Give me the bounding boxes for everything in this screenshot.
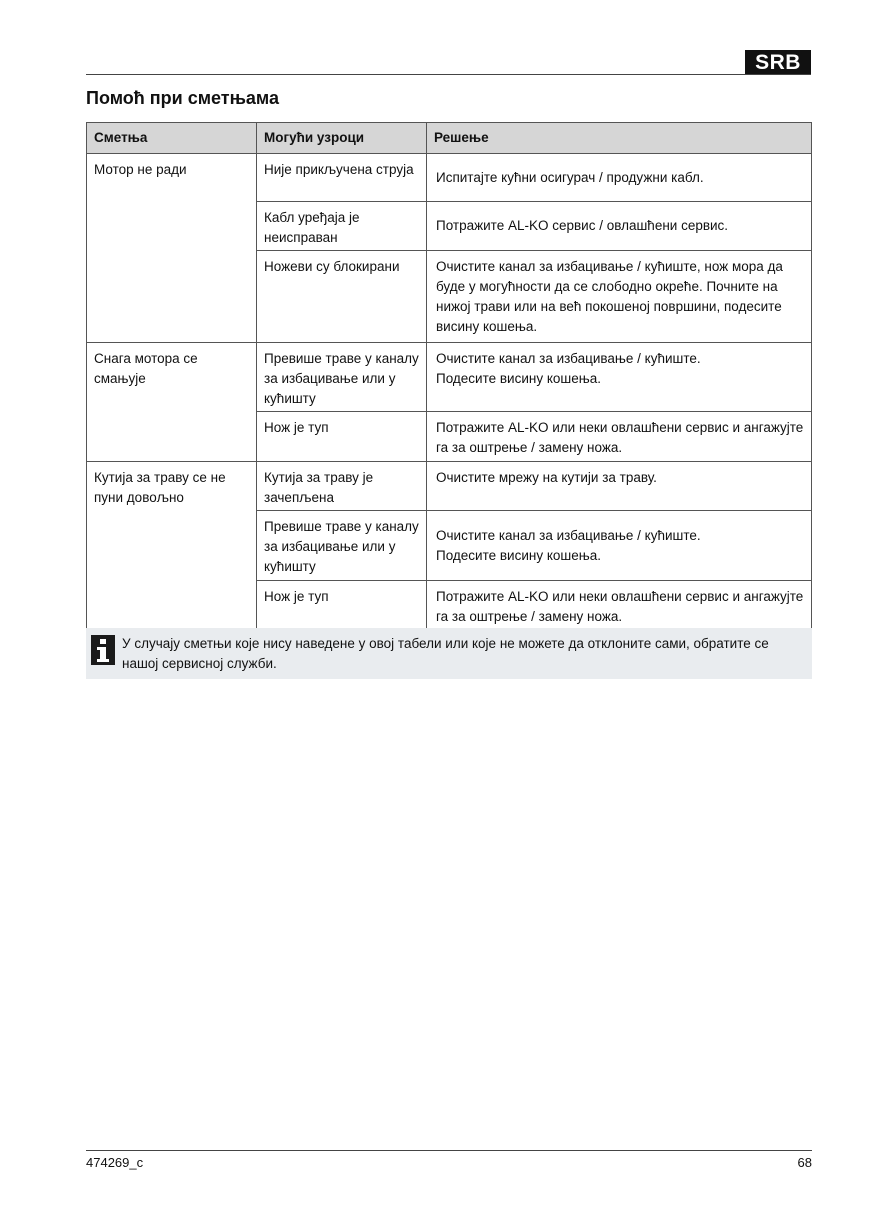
cause-cell: Нож је туп — [257, 412, 427, 462]
solution-line: Подесите висину кошења. — [436, 371, 601, 386]
cause-cell: Превише траве у каналу за избацивање или у кућишту — [257, 343, 427, 412]
fault-cell: Кутија за траву се не пуни довољно — [87, 462, 257, 630]
section-title: Помоћ при сметњама — [86, 88, 280, 108]
cause-cell: Кутија за траву је зачепљена — [257, 462, 427, 511]
table-header-row — [87, 123, 812, 154]
column-header-cause: Могући узроци — [257, 123, 427, 154]
header-divider — [86, 74, 811, 75]
page-number: 68 — [797, 1155, 812, 1170]
solution-line: Очистите канал за избацивање / кућиште. — [436, 527, 701, 543]
solution-line: Очистите канал за избацивање / кућиште. — [436, 351, 701, 366]
solution-line: Подесите висину кошења. — [436, 547, 601, 563]
cause-cell: Превише траве у каналу за избацивање или у кућишту — [257, 511, 427, 581]
table-row — [87, 343, 812, 412]
language-badge: SRB — [745, 50, 811, 75]
troubleshooting-table — [86, 122, 812, 630]
document-code: 474269_c — [86, 1155, 144, 1170]
footer-divider — [86, 1150, 812, 1151]
cause-cell: Кабл уређаја је неисправан — [257, 202, 427, 251]
solution-cell: Потражите AL-KO сервис / овлашћени сервис. — [427, 202, 812, 251]
fault-cell: Снага мотора се смањује — [87, 343, 257, 462]
solution-cell: Очистите канал за избацивање / кућиште, нож мора да буде у могућности да се слободно окреће. Почните на нижој трави или на већ покошеној површини, подесите висину кошења. — [427, 251, 812, 343]
solution-cell: Испитајте кућни осигурач / продужни кабл. — [427, 154, 812, 202]
note-text: У случају сметњи које нису наведене у овој табели или које не можете да отклоните сами, обратите се нашој сервисној служби. — [122, 636, 769, 671]
info-icon — [91, 635, 115, 665]
solution-cell — [427, 511, 812, 581]
column-header-fault: Сметња — [87, 123, 257, 154]
cause-cell: Ножеви су блокирани — [257, 251, 427, 343]
solution-cell — [427, 343, 812, 412]
solution-cell: Потражите AL-KO или неки овлашћени сервис и ангажујте га за оштрење / замену ножа. — [427, 412, 812, 462]
table-row — [87, 154, 812, 202]
solution-cell: Очистите мрежу на кутији за траву. — [427, 462, 812, 511]
fault-cell: Мотор не ради — [87, 154, 257, 343]
solution-cell: Потражите AL-KO или неки овлашћени сервис и ангажујте га за оштрење / замену ножа. — [427, 581, 812, 630]
table-row — [87, 462, 812, 511]
info-note — [86, 628, 812, 679]
cause-cell: Нож је туп — [257, 581, 427, 630]
column-header-solution: Решење — [427, 123, 812, 154]
cause-cell: Није прикључена струја — [257, 154, 427, 202]
